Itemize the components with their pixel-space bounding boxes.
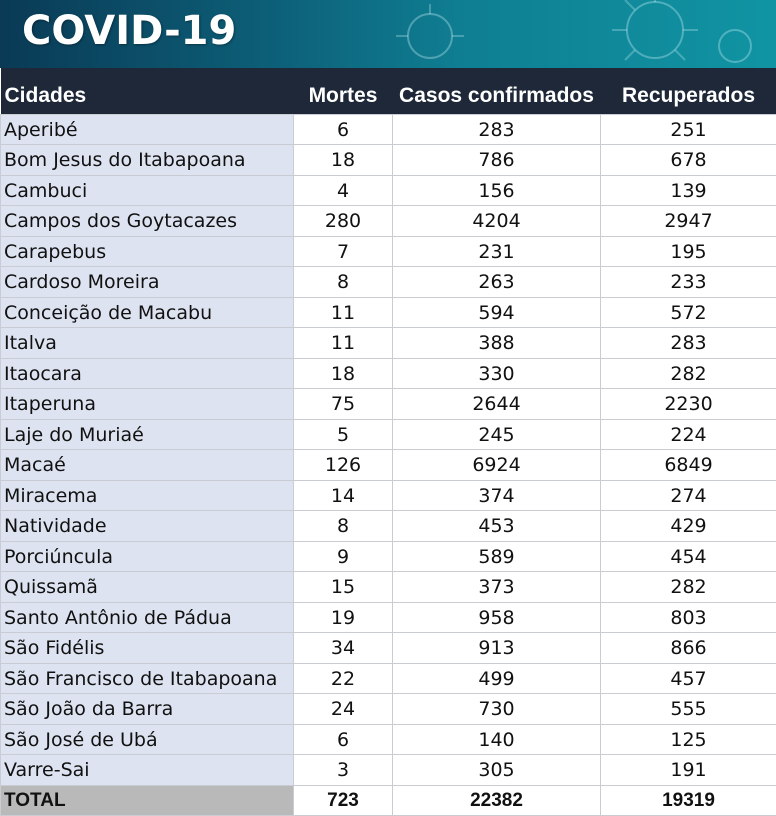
mortes-cell: 7 [294,236,393,267]
recuperados-cell: 803 [601,602,776,633]
column-header-cidades: Cidades [1,68,294,114]
city-cell: Bom Jesus do Itabapoana [1,145,294,176]
city-cell: Aperibé [1,114,294,145]
city-cell: São Fidélis [1,633,294,664]
city-cell: Conceição de Macabu [1,297,294,328]
recuperados-cell: 454 [601,541,776,572]
table-row [1,389,776,420]
casos-cell: 305 [393,755,601,786]
table-row [1,328,776,359]
mortes-cell: 6 [294,724,393,755]
city-cell: Italva [1,328,294,359]
recuperados-cell: 2947 [601,206,776,237]
recuperados-cell: 2230 [601,389,776,420]
city-cell: Porciúncula [1,541,294,572]
casos-cell: 388 [393,328,601,359]
recuperados-cell: 283 [601,328,776,359]
recuperados-cell: 282 [601,358,776,389]
table-row [1,633,776,664]
city-cell: Natividade [1,511,294,542]
table-row [1,694,776,725]
recuperados-cell: 233 [601,267,776,298]
covid-table-container [0,68,776,813]
mortes-cell: 24 [294,694,393,725]
recuperados-cell: 224 [601,419,776,450]
casos-cell: 594 [393,297,601,328]
recuperados-cell: 195 [601,236,776,267]
total-row [1,785,776,816]
recuperados-cell: 866 [601,633,776,664]
mortes-cell: 11 [294,328,393,359]
table-row [1,206,776,237]
city-cell: Laje do Muriaé [1,419,294,450]
total-city-cell: TOTAL [1,785,294,816]
recuperados-cell: 251 [601,114,776,145]
table-row [1,602,776,633]
mortes-cell: 22 [294,663,393,694]
recuperados-cell: 139 [601,175,776,206]
casos-cell: 730 [393,694,601,725]
total-casos-cell: 22382 [393,785,601,816]
recuperados-cell: 274 [601,480,776,511]
recuperados-cell: 572 [601,297,776,328]
casos-cell: 374 [393,480,601,511]
mortes-cell: 8 [294,267,393,298]
casos-cell: 156 [393,175,601,206]
city-cell: São Francisco de Itabapoana [1,663,294,694]
table-row [1,358,776,389]
mortes-cell: 4 [294,175,393,206]
city-cell: Cardoso Moreira [1,267,294,298]
city-cell: São João da Barra [1,694,294,725]
column-header-recuperados: Recuperados [601,68,776,114]
covid-table [0,68,776,816]
casos-cell: 2644 [393,389,601,420]
table-row [1,114,776,145]
city-cell: Quissamã [1,572,294,603]
mortes-cell: 9 [294,541,393,572]
casos-cell: 231 [393,236,601,267]
total-mortes-cell: 723 [294,785,393,816]
mortes-cell: 18 [294,358,393,389]
mortes-cell: 18 [294,145,393,176]
table-row [1,267,776,298]
mortes-cell: 11 [294,297,393,328]
table-row [1,724,776,755]
recuperados-cell: 282 [601,572,776,603]
city-cell: Carapebus [1,236,294,267]
mortes-cell: 126 [294,450,393,481]
table-row [1,663,776,694]
column-header-mortes: Mortes [294,68,393,114]
city-cell: São José de Ubá [1,724,294,755]
casos-cell: 6924 [393,450,601,481]
mortes-cell: 19 [294,602,393,633]
casos-cell: 330 [393,358,601,389]
table-row [1,541,776,572]
city-cell: Santo Antônio de Pádua [1,602,294,633]
city-cell: Miracema [1,480,294,511]
mortes-cell: 5 [294,419,393,450]
recuperados-cell: 125 [601,724,776,755]
total-recuperados-cell: 19319 [601,785,776,816]
mortes-cell: 8 [294,511,393,542]
table-row [1,145,776,176]
casos-cell: 913 [393,633,601,664]
casos-cell: 263 [393,267,601,298]
casos-cell: 958 [393,602,601,633]
recuperados-cell: 457 [601,663,776,694]
mortes-cell: 280 [294,206,393,237]
covid-banner [0,0,776,68]
casos-cell: 4204 [393,206,601,237]
table-row [1,450,776,481]
city-cell: Macaé [1,450,294,481]
recuperados-cell: 191 [601,755,776,786]
recuperados-cell: 429 [601,511,776,542]
table-row [1,572,776,603]
casos-cell: 786 [393,145,601,176]
city-cell: Cambuci [1,175,294,206]
casos-cell: 453 [393,511,601,542]
mortes-cell: 3 [294,755,393,786]
casos-cell: 283 [393,114,601,145]
table-row [1,480,776,511]
city-cell: Itaocara [1,358,294,389]
table-row [1,297,776,328]
mortes-cell: 34 [294,633,393,664]
mortes-cell: 14 [294,480,393,511]
column-header-casos: Casos confirmados [393,68,601,114]
table-row [1,755,776,786]
recuperados-cell: 555 [601,694,776,725]
city-cell: Campos dos Goytacazes [1,206,294,237]
casos-cell: 373 [393,572,601,603]
mortes-cell: 75 [294,389,393,420]
table-row [1,419,776,450]
table-row [1,236,776,267]
casos-cell: 245 [393,419,601,450]
casos-cell: 140 [393,724,601,755]
recuperados-cell: 6849 [601,450,776,481]
casos-cell: 589 [393,541,601,572]
casos-cell: 499 [393,663,601,694]
table-row [1,511,776,542]
mortes-cell: 15 [294,572,393,603]
mortes-cell: 6 [294,114,393,145]
table-header-row [1,68,776,114]
page-title: COVID-19 [22,8,236,54]
table-row [1,175,776,206]
city-cell: Varre-Sai [1,755,294,786]
recuperados-cell: 678 [601,145,776,176]
city-cell: Itaperuna [1,389,294,420]
